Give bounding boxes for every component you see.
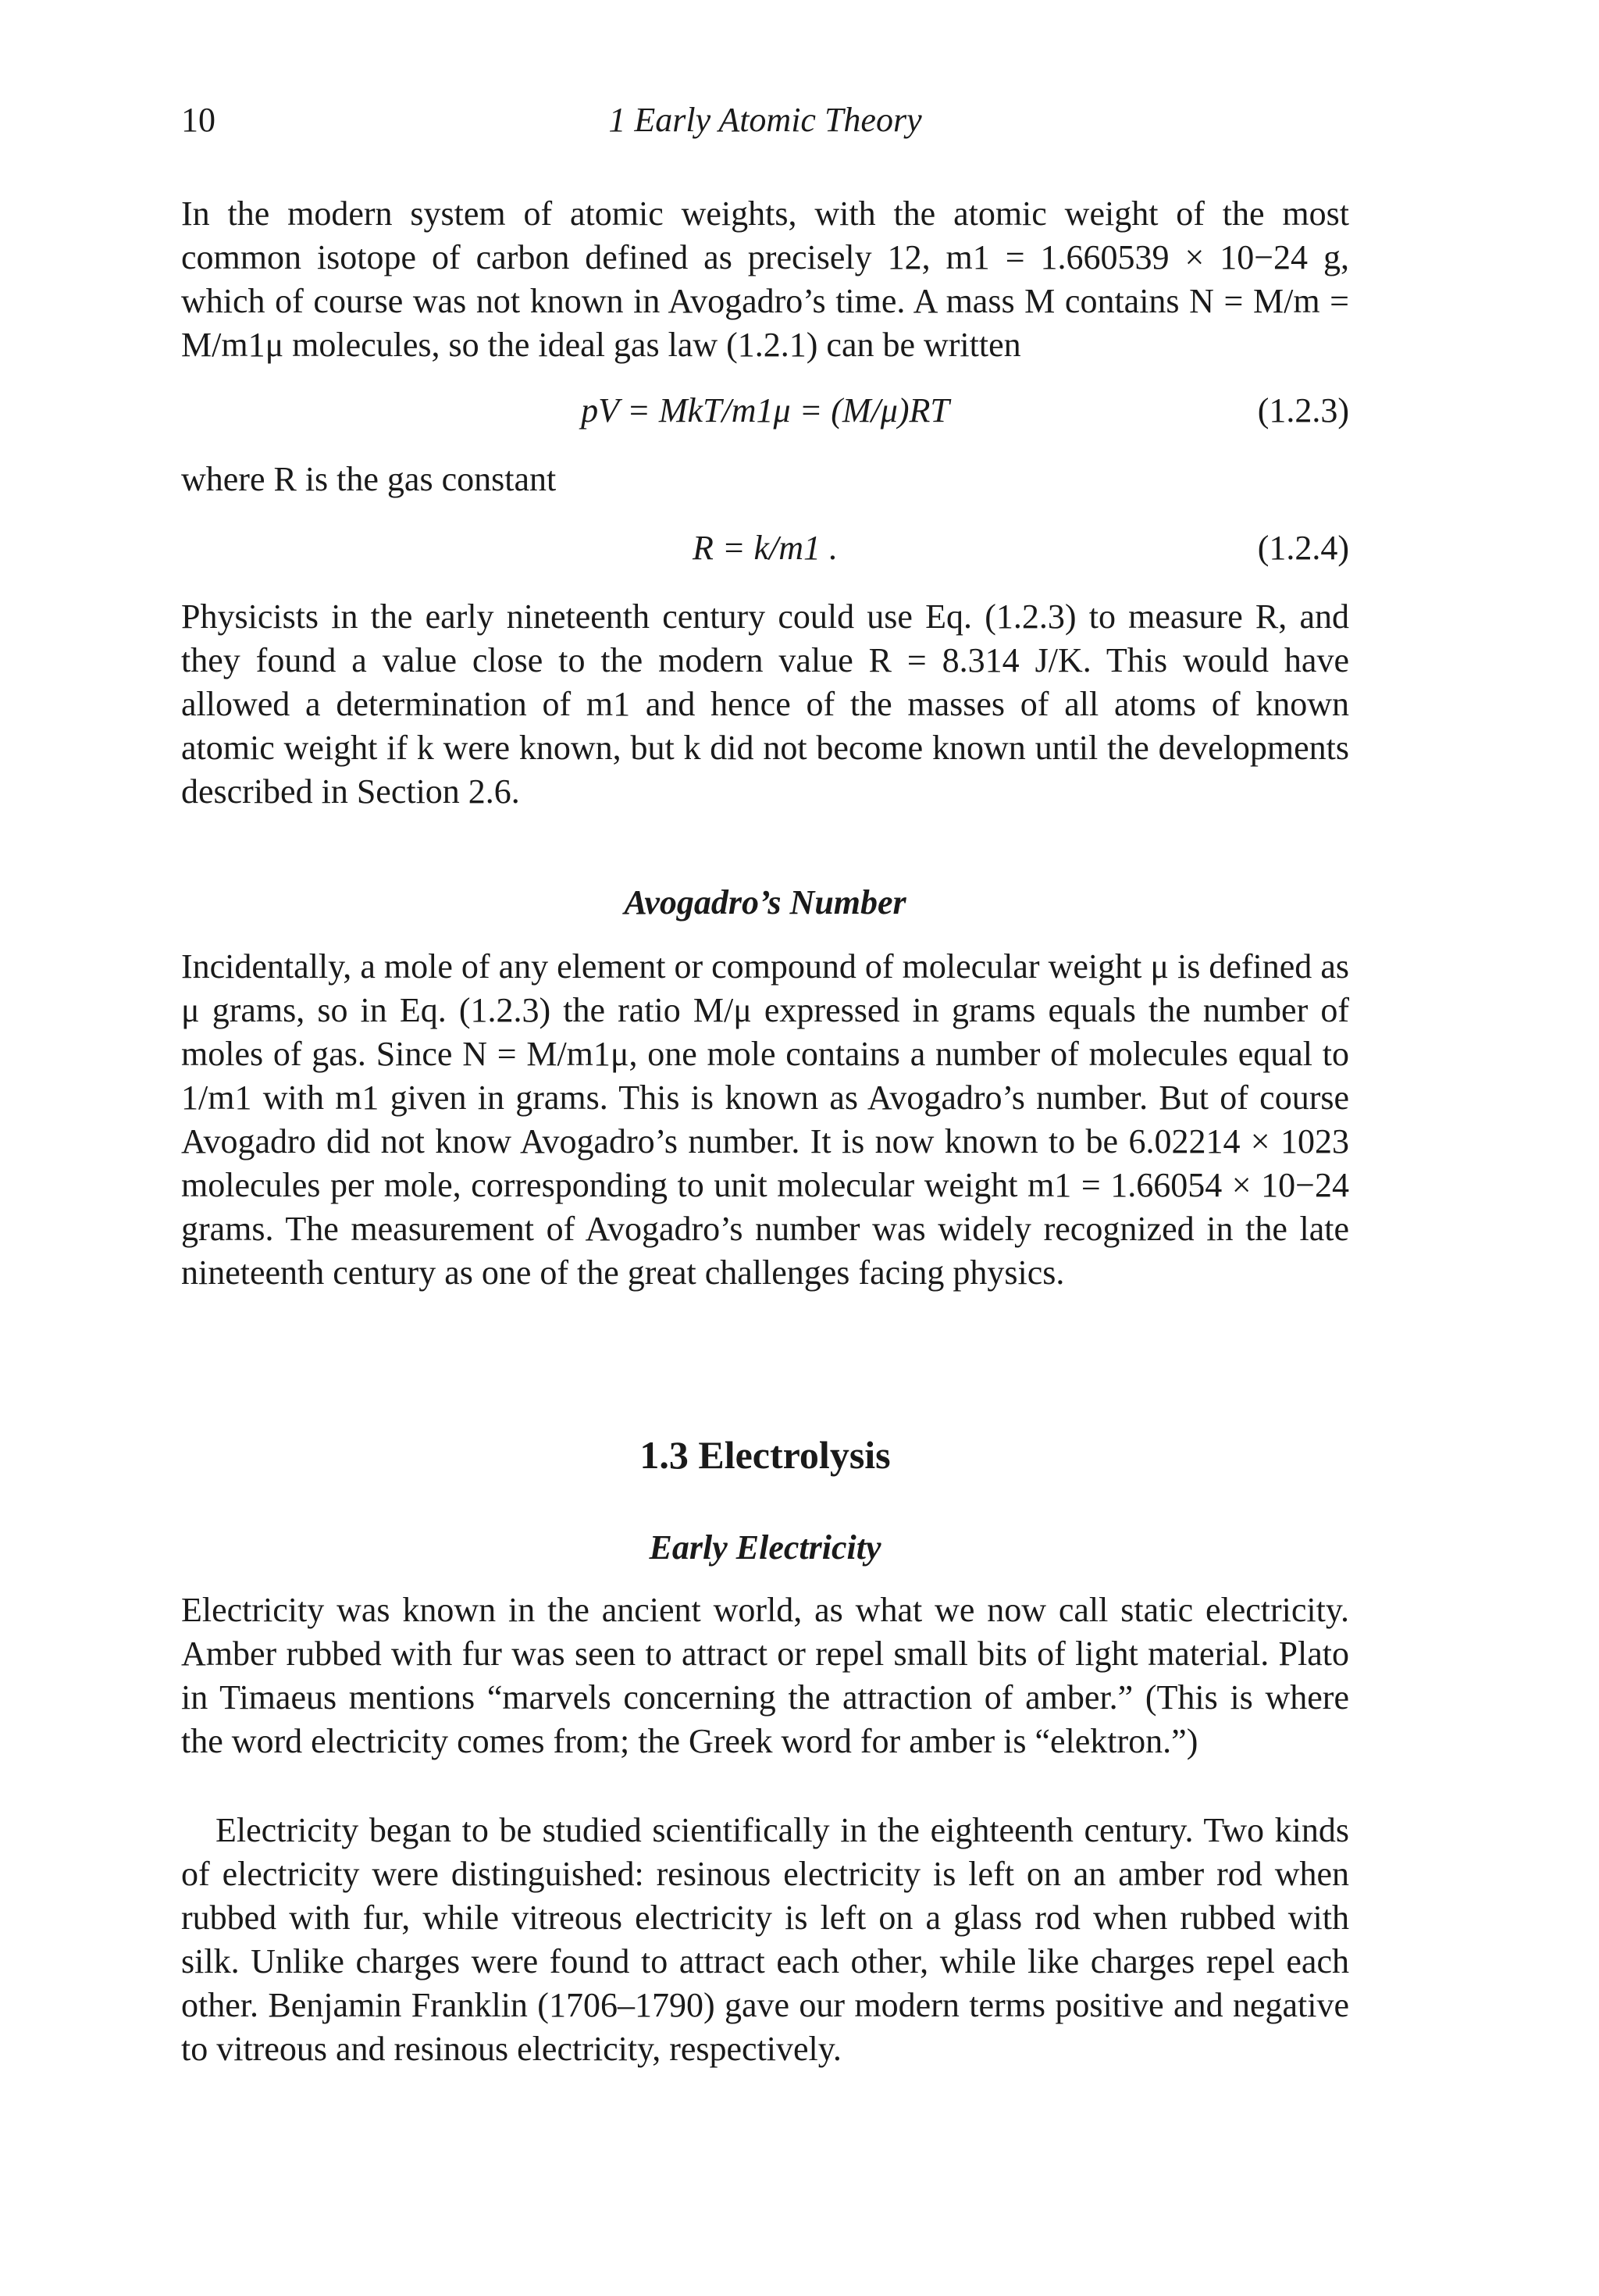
- paragraph-3: Physicists in the early nineteenth century could use Eq. (1.2.3) to measure R, and they found a value close to the modern value R = 8.314 J/K. This would have allowed a determination of m1 and hence of the masses of all atoms of known atomic weight if k were known, but k did not become known until the developments described in Section 2.6.: [181, 597, 1349, 811]
- equation-number: (1.2.3): [1257, 391, 1349, 430]
- section-heading: 1.3 Electrolysis: [639, 1433, 891, 1477]
- equation-1-2-4: [181, 528, 1349, 575]
- equation-1-2-3: [181, 390, 1349, 437]
- paragraph-4: Incidentally, a mole of any element or compound of molecular weight μ is defined as μ grams, so in Eq. (1.2.3) the ratio M/μ expressed in grams equals the number of moles of gas. Since N = M/m1μ, one mole contains a number of molecules equal to 1/m1 with m1 given in grams. This is known as Avogadro’s number. But of course Avogadro did not know Avogadro’s number. It is now known to be 6.02214 × 1023 molecules per mole, corresponding to unit molecular weight m1 = 1.66054 × 10−24 grams. The measurement of Avogadro’s number was widely recognized in the late nineteenth century as one of the great challenges facing physics.: [181, 947, 1349, 1292]
- page-number: 10: [181, 101, 215, 139]
- subheading-early-electricity: Early Electricity: [649, 1528, 881, 1567]
- page-header: [181, 100, 1349, 147]
- running-head: 1 Early Atomic Theory: [608, 101, 922, 139]
- paragraph-1: In the modern system of atomic weights, with the atomic weight of the most common isotope of carbon defined as precisely 12, m1 = 1.660539 × 10−24 g, which of course was not known in Avogadro’s time. A mass M contains N = M/m = M/m1μ molecules, so the ideal gas law (1.2.1) can be written: [181, 194, 1349, 364]
- paragraph-6: Electricity began to be studied scientifically in the eighteenth century. Two kinds of electricity were distinguished: resinous electricity is left on an amber rod when rubbed with fur, while vitreous electricity is left on a glass rod when rubbed with silk. Unlike charges were found to attract each other, while like charges repel each other. Benjamin Franklin (1706–1790) gave our modern terms positive and negative to vitreous and resinous electricity, respectively.: [181, 1811, 1349, 2068]
- paragraph-5: Electricity was known in the ancient world, as what we now call static electricity. Amber rubbed with fur was seen to attract or repel small bits of light material. Plato in Timaeus mentions “marvels concerning the attraction of amber.” (This is where the word electricity comes from; the Greek word for amber is “elektron.”): [181, 1591, 1349, 1760]
- equation-body: pV = MkT/m1μ = (M/μ)RT: [581, 391, 949, 430]
- equation-number: (1.2.4): [1257, 529, 1349, 567]
- paragraph-2: where R is the gas constant: [181, 460, 557, 498]
- equation-body: R = k/m1 .: [692, 529, 839, 567]
- subheading-avogadro: Avogadro’s Number: [624, 883, 906, 922]
